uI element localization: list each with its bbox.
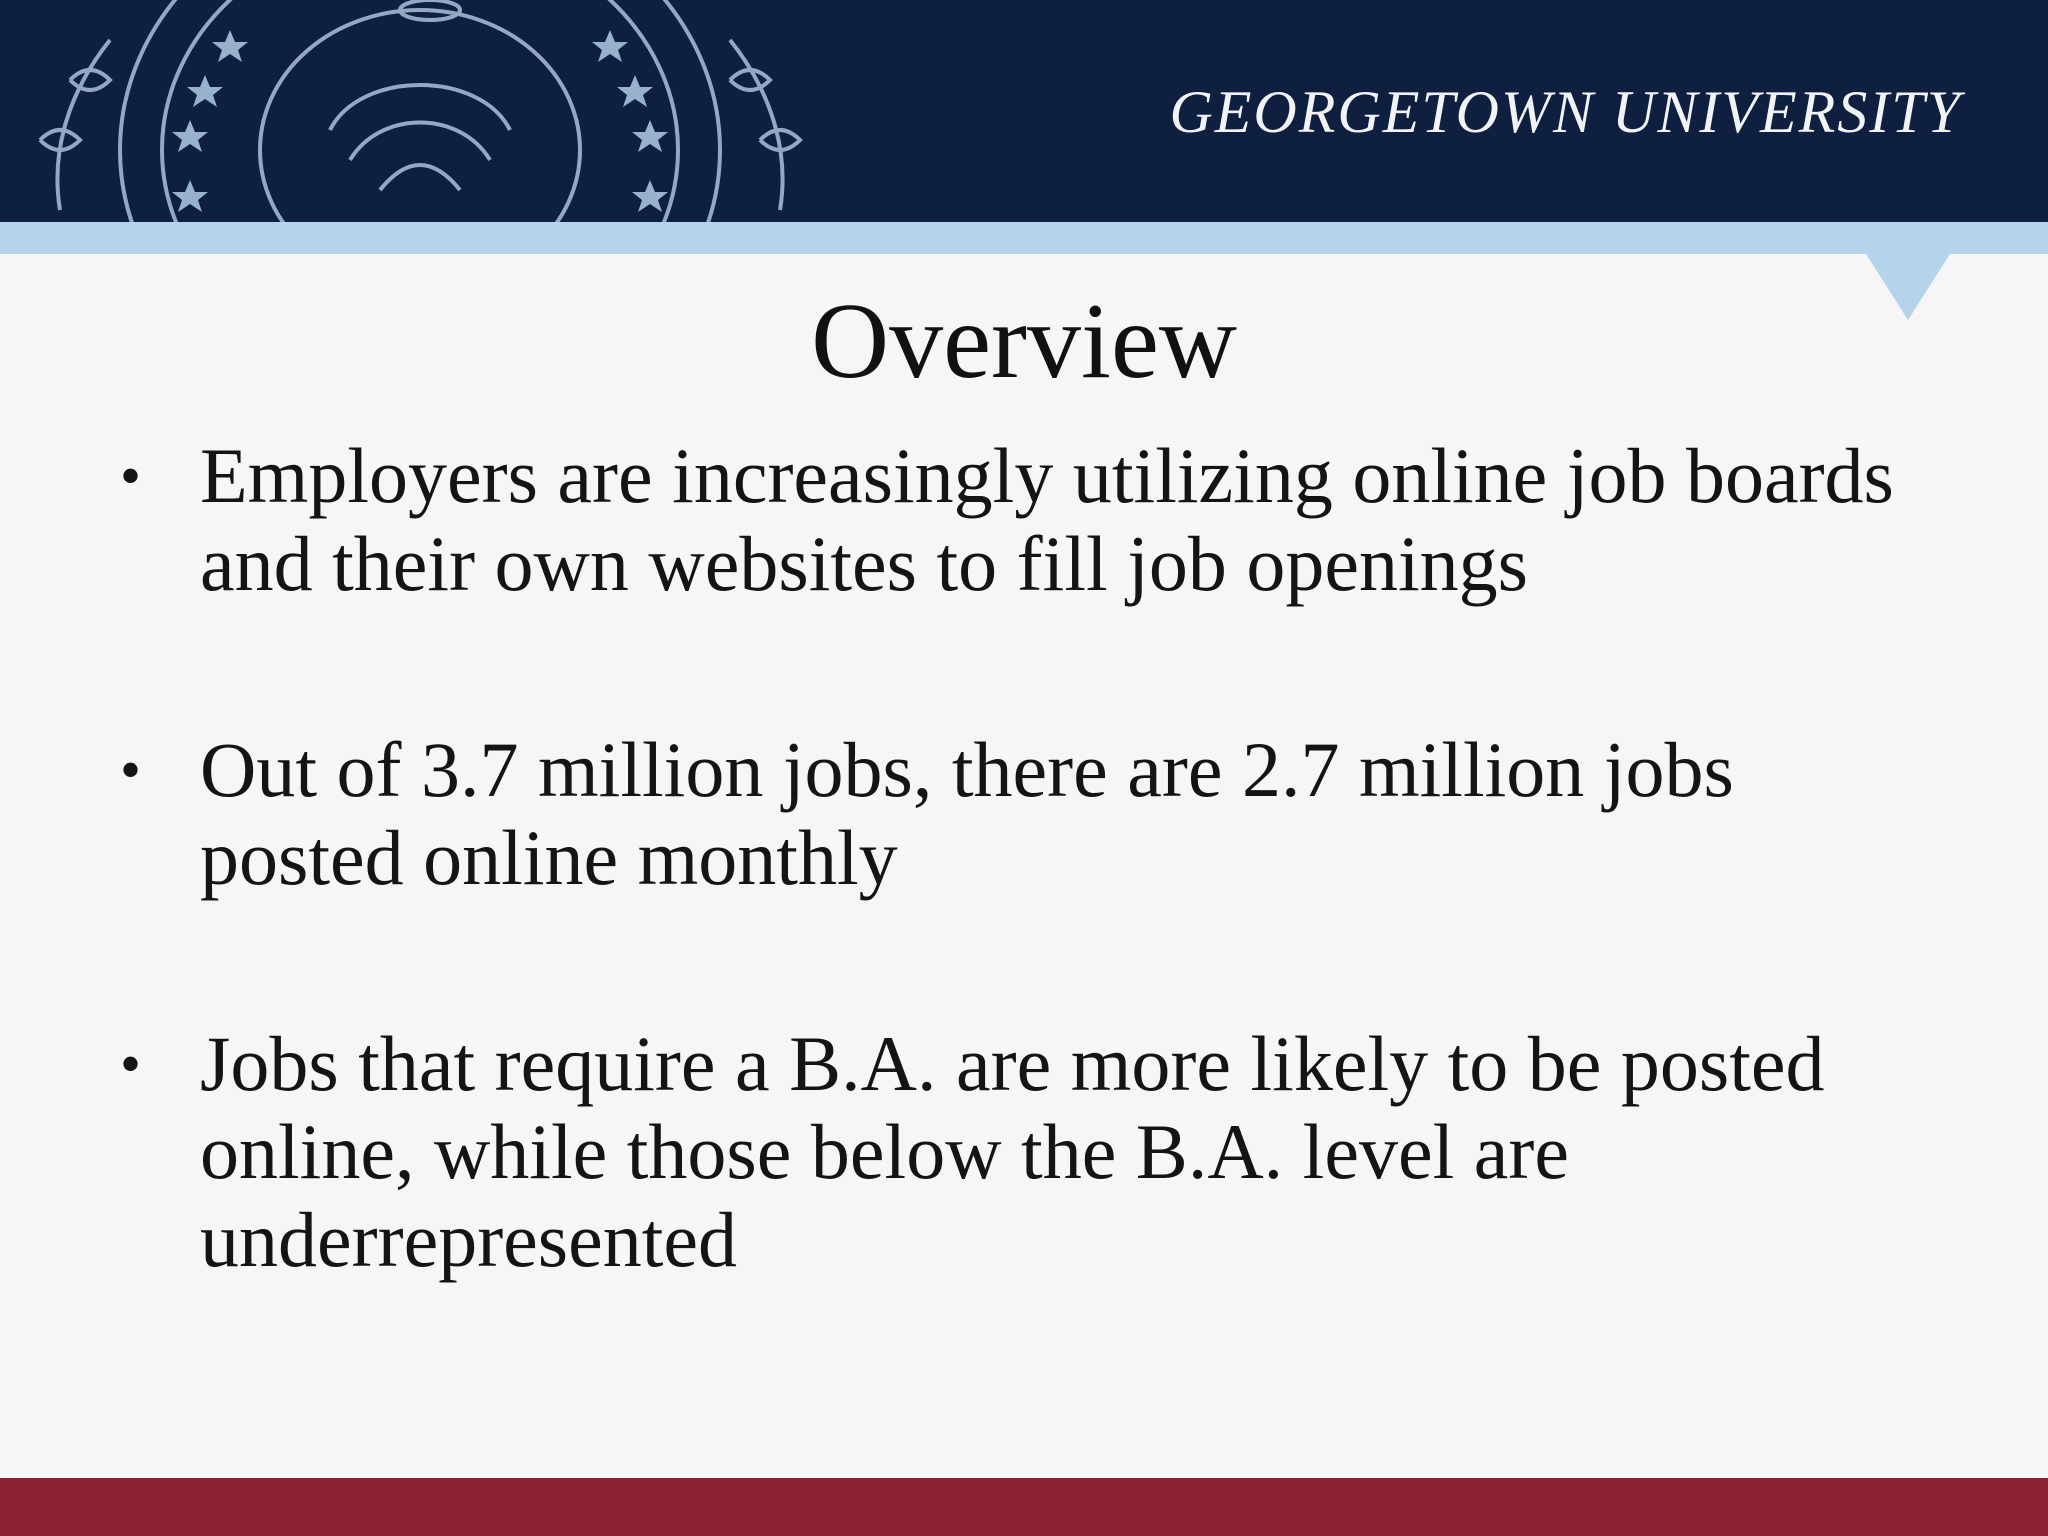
bullet-dot-icon: •: [120, 443, 142, 509]
bullet-item: [120, 726, 1940, 902]
slide-header: [0, 0, 2048, 222]
bullet-list: [120, 432, 1940, 1402]
bullet-item: [120, 432, 1940, 608]
bullet-item: [120, 1020, 1940, 1284]
bullet-dot-icon: •: [120, 737, 142, 803]
university-wordmark: GEORGETOWN UNIVERSITY: [1169, 79, 1962, 145]
bullet-text: Employers are increasingly utilizing online job boards and their own websites to fill job openings: [200, 432, 1894, 607]
university-seal-icon: [0, 0, 830, 222]
bullet-text: Out of 3.7 million jobs, there are 2.7 million jobs posted online monthly: [200, 726, 1734, 901]
bullet-dot-icon: •: [120, 1031, 142, 1097]
bullet-text: Jobs that require a B.A. are more likely to be posted online, while those below the B.A. level are underrepresented: [200, 1020, 1825, 1283]
slide-title: Overview: [811, 282, 1237, 401]
header-rule: [0, 222, 2048, 254]
footer-band: [0, 1478, 2048, 1536]
